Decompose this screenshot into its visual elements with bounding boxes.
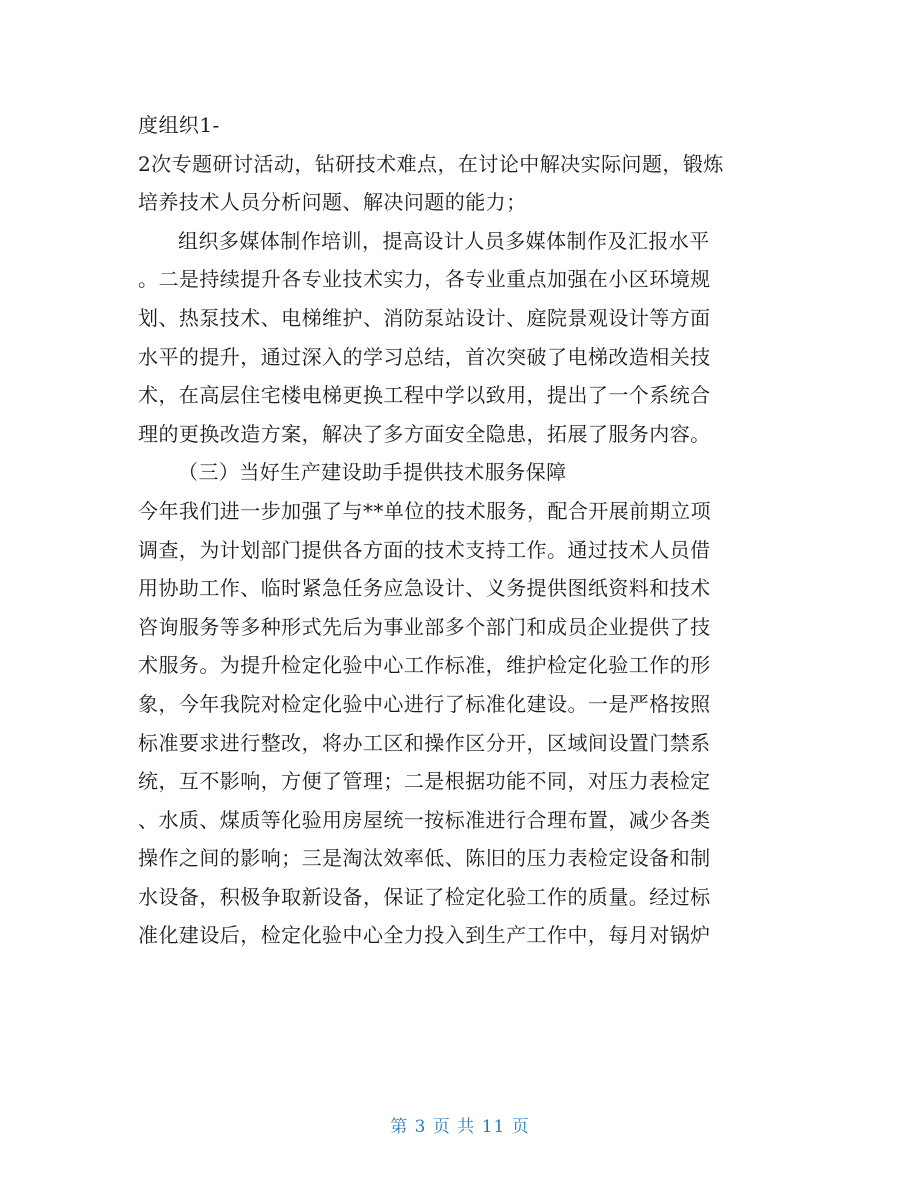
text-line: 统，互不影响，方便了管理；二是根据功能不同，对压力表检定	[138, 769, 711, 794]
text-line: 准化建设后，检定化验中心全力投入到生产工作中，每月对锅炉	[138, 923, 711, 948]
text-line: 今年我们进一步加强了与**单位的技术服务，配合开展前期立项	[138, 498, 712, 523]
text-line: 划、热泵技术、电梯维护、消防泵站设计、庭院景观设计等方面	[138, 305, 711, 330]
text-line: 理的更换改造方案，解决了多方面安全隐患，拓展了服务内容。	[138, 421, 711, 446]
text-line: 用协助工作、临时紧急任务应急设计、义务提供图纸资料和技术	[138, 576, 711, 601]
text-line: （三）当好生产建设助手提供技术服务保障	[178, 460, 567, 485]
text-line: 术，在高层住宅楼电梯更换工程中学以致用，提出了一个系统合	[138, 383, 711, 408]
text-line: 术服务。为提升检定化验中心工作标准，维护检定化验工作的形	[138, 653, 711, 678]
text-line: 度组织1-	[138, 113, 220, 137]
text-line: 咨询服务等多种形式先后为事业部多个部门和成员企业提供了技	[138, 614, 711, 639]
text-line: 标准要求进行整改，将办工区和操作区分开，区域间设置门禁系	[138, 730, 711, 755]
text-line: 象，今年我院对检定化验中心进行了标准化建设。一是严格按照	[138, 691, 711, 716]
text-line: 调查，为计划部门提供各方面的技术支持工作。通过技术人员借	[138, 537, 711, 562]
text-line: 水设备，积极争取新设备，保证了检定化验工作的质量。经过标	[138, 884, 711, 909]
document-body	[138, 106, 778, 955]
text-line: 组织多媒体制作培训，提高设计人员多媒体制作及汇报水平	[178, 228, 710, 253]
text-line: 。二是持续提升各专业技术实力，各专业重点加强在小区环境规	[138, 267, 711, 292]
text-line: 2次专题研讨活动，钻研技术难点，在讨论中解决实际问题，锻炼	[138, 151, 724, 176]
text-line: 操作之间的影响；三是淘汰效率低、陈旧的压力表检定设备和制	[138, 846, 711, 871]
text-line: 、水质、煤质等化验用房屋统一按标准进行合理布置，减少各类	[138, 807, 711, 832]
page-number-footer: 第 3 页 共 11 页	[390, 1117, 530, 1137]
text-line: 水平的提升，通过深入的学习总结，首次突破了电梯改造相关技	[138, 344, 711, 369]
text-line: 培养技术人员分析问题、解决问题的能力；	[138, 190, 527, 215]
